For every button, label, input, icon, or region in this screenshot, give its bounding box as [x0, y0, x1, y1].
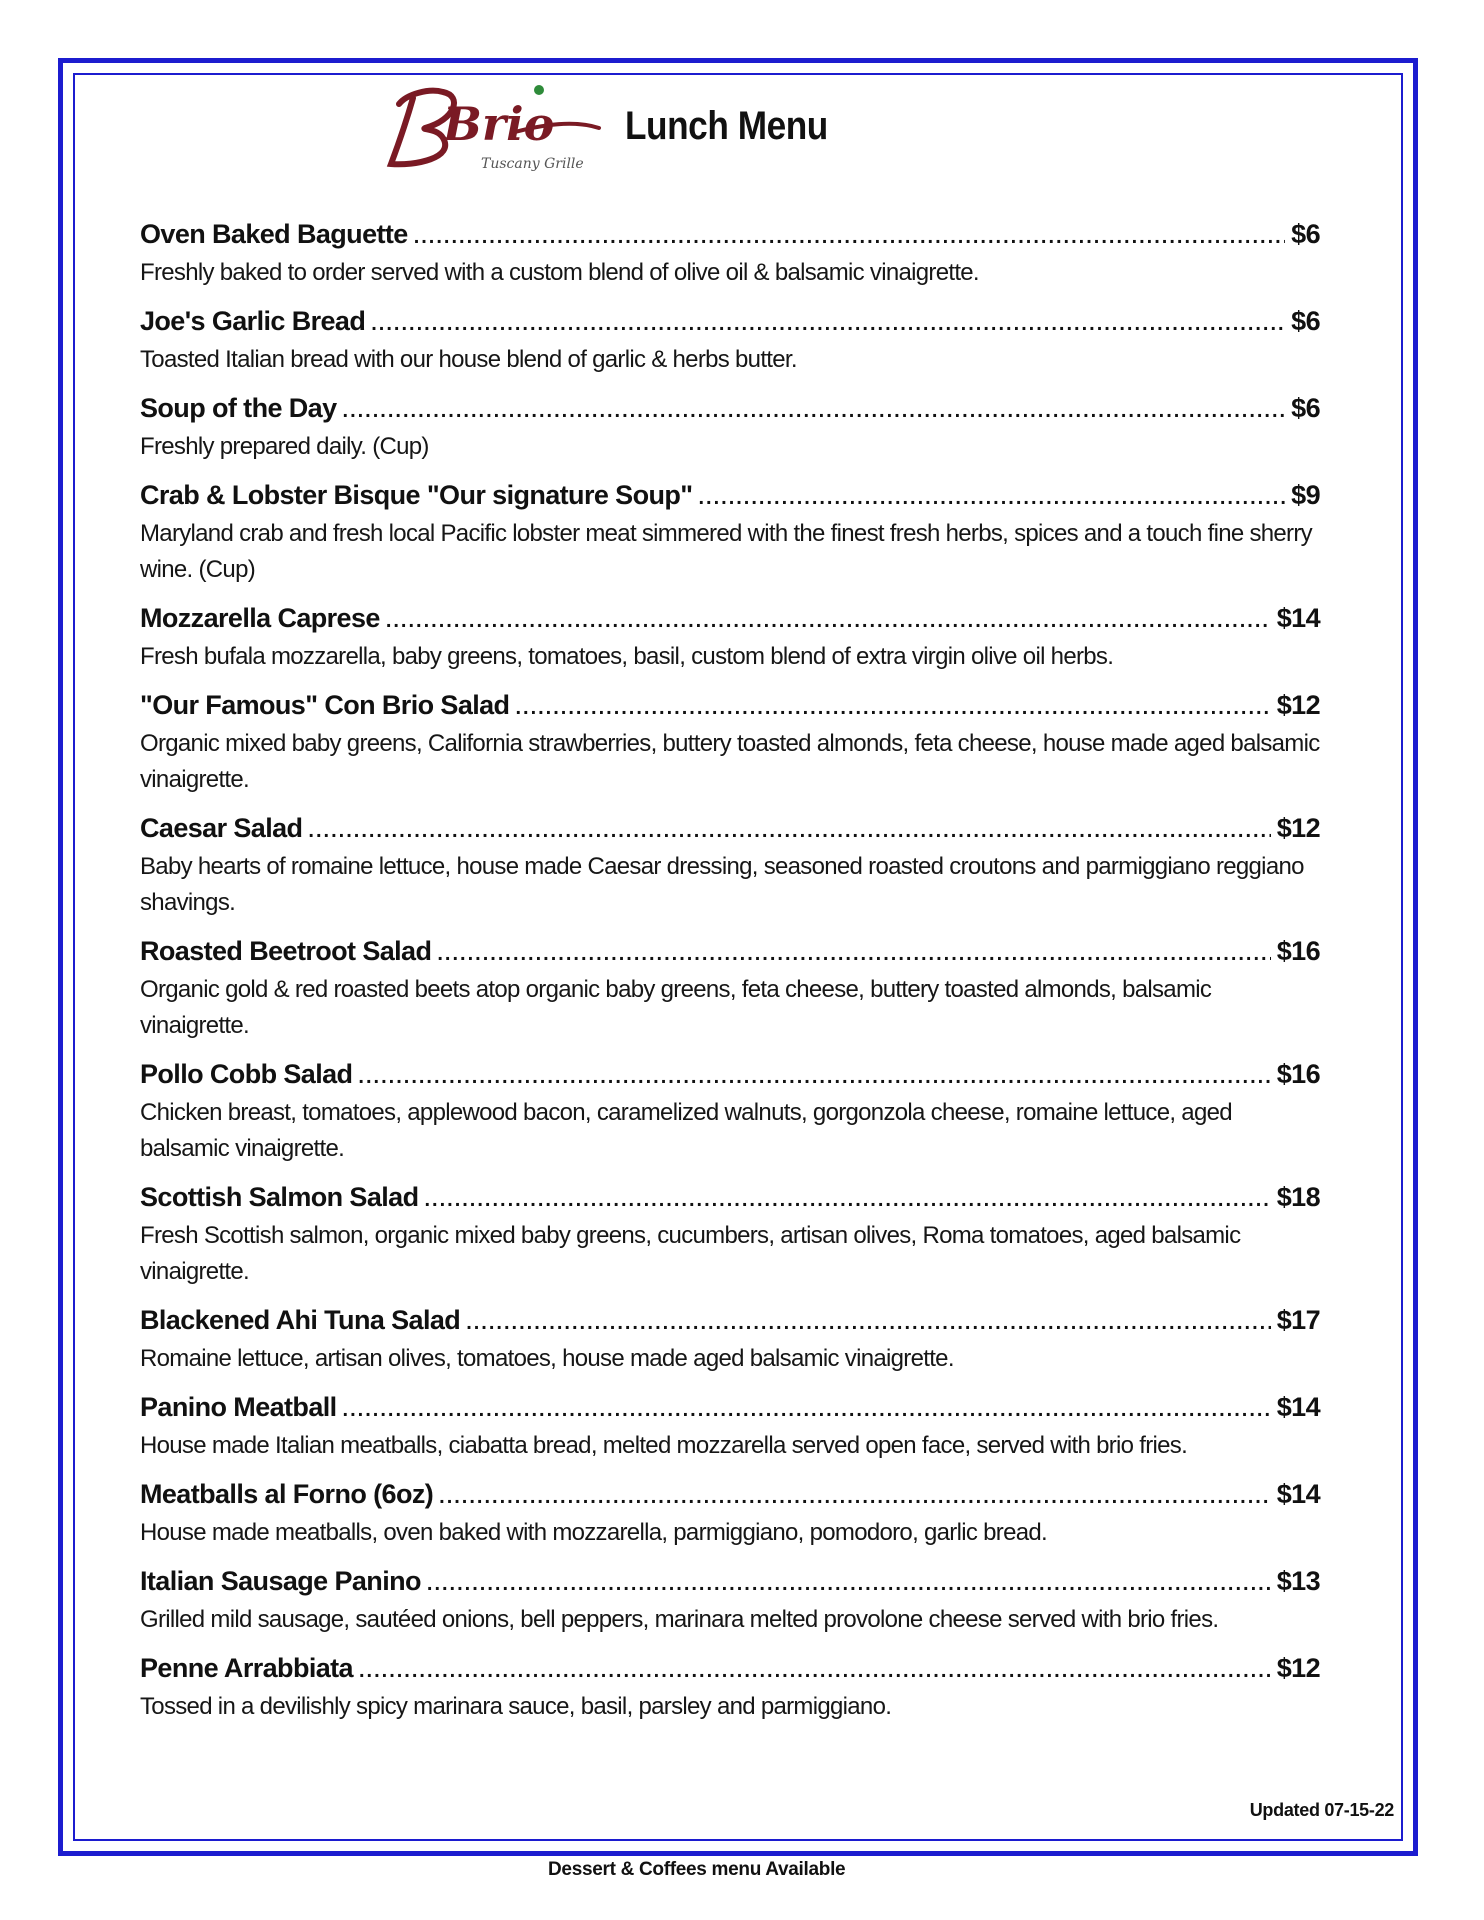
menu-item-header — [140, 1650, 1320, 1689]
menu-item-header — [140, 933, 1320, 972]
menu-item — [140, 810, 1320, 921]
updated-date: Updated 07-15-22 — [1249, 1800, 1394, 1820]
dot-leader — [414, 219, 1285, 255]
menu-item-price: $12 — [1276, 1653, 1320, 1683]
menu-header — [385, 76, 856, 176]
logo-dot — [534, 85, 544, 95]
menu-item-description: Organic mixed baby greens, California strawberries, buttery toasted almonds, feta cheese, house made aged balsamic vinaigrette. — [140, 730, 1320, 793]
page-title: Lunch Menu — [625, 103, 828, 148]
menu-item-name: Italian Sausage Panino — [140, 1566, 421, 1596]
menu-item-header — [140, 303, 1320, 342]
dot-leader — [515, 690, 1270, 726]
menu-item-header — [140, 1179, 1320, 1218]
menu-item-description: Tossed in a devilishly spicy marinara sauce, basil, parsley and parmiggiano. — [140, 1693, 892, 1720]
dessert-note: Dessert & Coffees menu Available — [548, 1859, 846, 1880]
menu-item-name: Crab & Lobster Bisque "Our signature Soup" — [140, 480, 693, 510]
menu-item — [140, 687, 1320, 798]
dot-leader — [371, 306, 1285, 342]
menu-item — [140, 1650, 1320, 1725]
menu-item-description: House made Italian meatballs, ciabatta bread, melted mozzarella served open face, served with brio fries. — [140, 1432, 1188, 1459]
dot-leader — [359, 1653, 1271, 1689]
menu-item-name: Mozzarella Caprese — [140, 603, 380, 633]
menu-item-price: $12 — [1276, 813, 1320, 843]
menu-item-name: Penne Arrabbiata — [140, 1653, 353, 1683]
menu-item-name: Panino Meatball — [140, 1392, 337, 1422]
menu-item-header — [140, 216, 1320, 255]
menu-item-price: $14 — [1276, 1392, 1320, 1422]
dot-leader — [439, 1479, 1271, 1515]
dot-leader — [343, 393, 1286, 429]
menu-item — [140, 1389, 1320, 1464]
logo-subtext: Tuscany Grille — [481, 156, 584, 172]
menu-item-price: $16 — [1276, 936, 1320, 966]
menu-item-name: Blackened Ahi Tuna Salad — [140, 1305, 461, 1335]
menu-item-description: Organic gold & red roasted beets atop organic baby greens, feta cheese, buttery toasted almonds, balsamic vinaigrette. — [140, 976, 1212, 1039]
menu-item-header — [140, 1476, 1320, 1515]
menu-item-name: "Our Famous" Con Brio Salad — [140, 690, 510, 720]
menu-item — [140, 1476, 1320, 1551]
menu-item — [140, 1056, 1320, 1167]
dot-leader — [466, 1305, 1271, 1341]
menu-item-price: $9 — [1291, 480, 1320, 510]
menu-item — [140, 216, 1320, 291]
menu-item-header — [140, 1563, 1320, 1602]
menu-item-name: Soup of the Day — [140, 393, 337, 423]
menu-item — [140, 600, 1320, 675]
menu-item-name: Pollo Cobb Salad — [140, 1059, 353, 1089]
menu-item-description: House made meatballs, oven baked with mozzarella, parmiggiano, pomodoro, garlic bread. — [140, 1519, 1047, 1546]
menu-item-price: $18 — [1276, 1182, 1320, 1212]
dot-leader — [698, 480, 1285, 516]
menu-item-description: Chicken breast, tomatoes, applewood bacon, caramelized walnuts, gorgonzola cheese, romaine lettuce, aged balsamic vinaigrette. — [140, 1099, 1232, 1162]
dot-leader — [358, 1059, 1270, 1095]
menu-item-price: $16 — [1276, 1059, 1320, 1089]
menu-item-description: Freshly baked to order served with a custom blend of olive oil & balsamic vinaigrette. — [140, 259, 979, 286]
dot-leader — [427, 1566, 1271, 1602]
menu-item-header — [140, 810, 1320, 849]
menu-item-header — [140, 1389, 1320, 1428]
menu-item-price: $6 — [1291, 306, 1320, 336]
dot-leader — [343, 1392, 1271, 1428]
menu-item — [140, 477, 1320, 588]
menu-item — [140, 303, 1320, 378]
menu-item-description: Freshly prepared daily. (Cup) — [140, 433, 429, 460]
logo-wordmark: Brio — [443, 97, 555, 151]
menu-item-name: Caesar Salad — [140, 813, 303, 843]
brio-logo — [385, 76, 605, 176]
dot-leader — [424, 1182, 1270, 1218]
menu-item-header — [140, 1056, 1320, 1095]
menu-item-price: $12 — [1276, 690, 1320, 720]
menu-item-description: Maryland crab and fresh local Pacific lobster meat simmered with the finest fresh herbs, spices and a touch fine sherry wine. (Cup) — [140, 520, 1312, 583]
dot-leader — [386, 603, 1271, 639]
menu-item — [140, 1563, 1320, 1638]
menu-item-price: $13 — [1276, 1566, 1320, 1596]
menu-item-price: $14 — [1276, 1479, 1320, 1509]
menu-item-price: $17 — [1276, 1305, 1320, 1335]
menu-item-header — [140, 477, 1320, 516]
menu-item-description: Baby hearts of romaine lettuce, house made Caesar dressing, seasoned roasted croutons and parmiggiano reggiano shavings. — [140, 853, 1304, 916]
menu-item — [140, 1302, 1320, 1377]
menu-item-header — [140, 1302, 1320, 1341]
menu-item-description: Toasted Italian bread with our house blend of garlic & herbs butter. — [140, 346, 797, 373]
menu-item-price: $14 — [1276, 603, 1320, 633]
menu-item-description: Fresh bufala mozzarella, baby greens, tomatoes, basil, custom blend of extra virgin olive oil herbs. — [140, 643, 1114, 670]
menu-item-name: Joe's Garlic Bread — [140, 306, 366, 336]
menu-item-description: Grilled mild sausage, sautéed onions, bell peppers, marinara melted provolone cheese served with brio fries. — [140, 1606, 1219, 1633]
menu-item-description: Romaine lettuce, artisan olives, tomatoes, house made aged balsamic vinaigrette. — [140, 1345, 954, 1372]
menu-item — [140, 1179, 1320, 1290]
menu-item — [140, 933, 1320, 1044]
menu-list — [140, 216, 1320, 1737]
menu-item-name: Roasted Beetroot Salad — [140, 936, 432, 966]
menu-item-name: Scottish Salmon Salad — [140, 1182, 419, 1212]
menu-item — [140, 390, 1320, 465]
menu-item-price: $6 — [1291, 219, 1320, 249]
menu-item-header — [140, 600, 1320, 639]
menu-item-name: Oven Baked Baguette — [140, 219, 408, 249]
menu-item-description: Fresh Scottish salmon, organic mixed baby greens, cucumbers, artisan olives, Roma tomatoes, aged balsamic vinaigrette. — [140, 1222, 1241, 1285]
menu-item-price: $6 — [1291, 393, 1320, 423]
dot-leader — [308, 813, 1270, 849]
menu-item-name: Meatballs al Forno (6oz) — [140, 1479, 434, 1509]
dot-leader — [437, 936, 1270, 972]
menu-item-header — [140, 390, 1320, 429]
menu-item-header — [140, 687, 1320, 726]
